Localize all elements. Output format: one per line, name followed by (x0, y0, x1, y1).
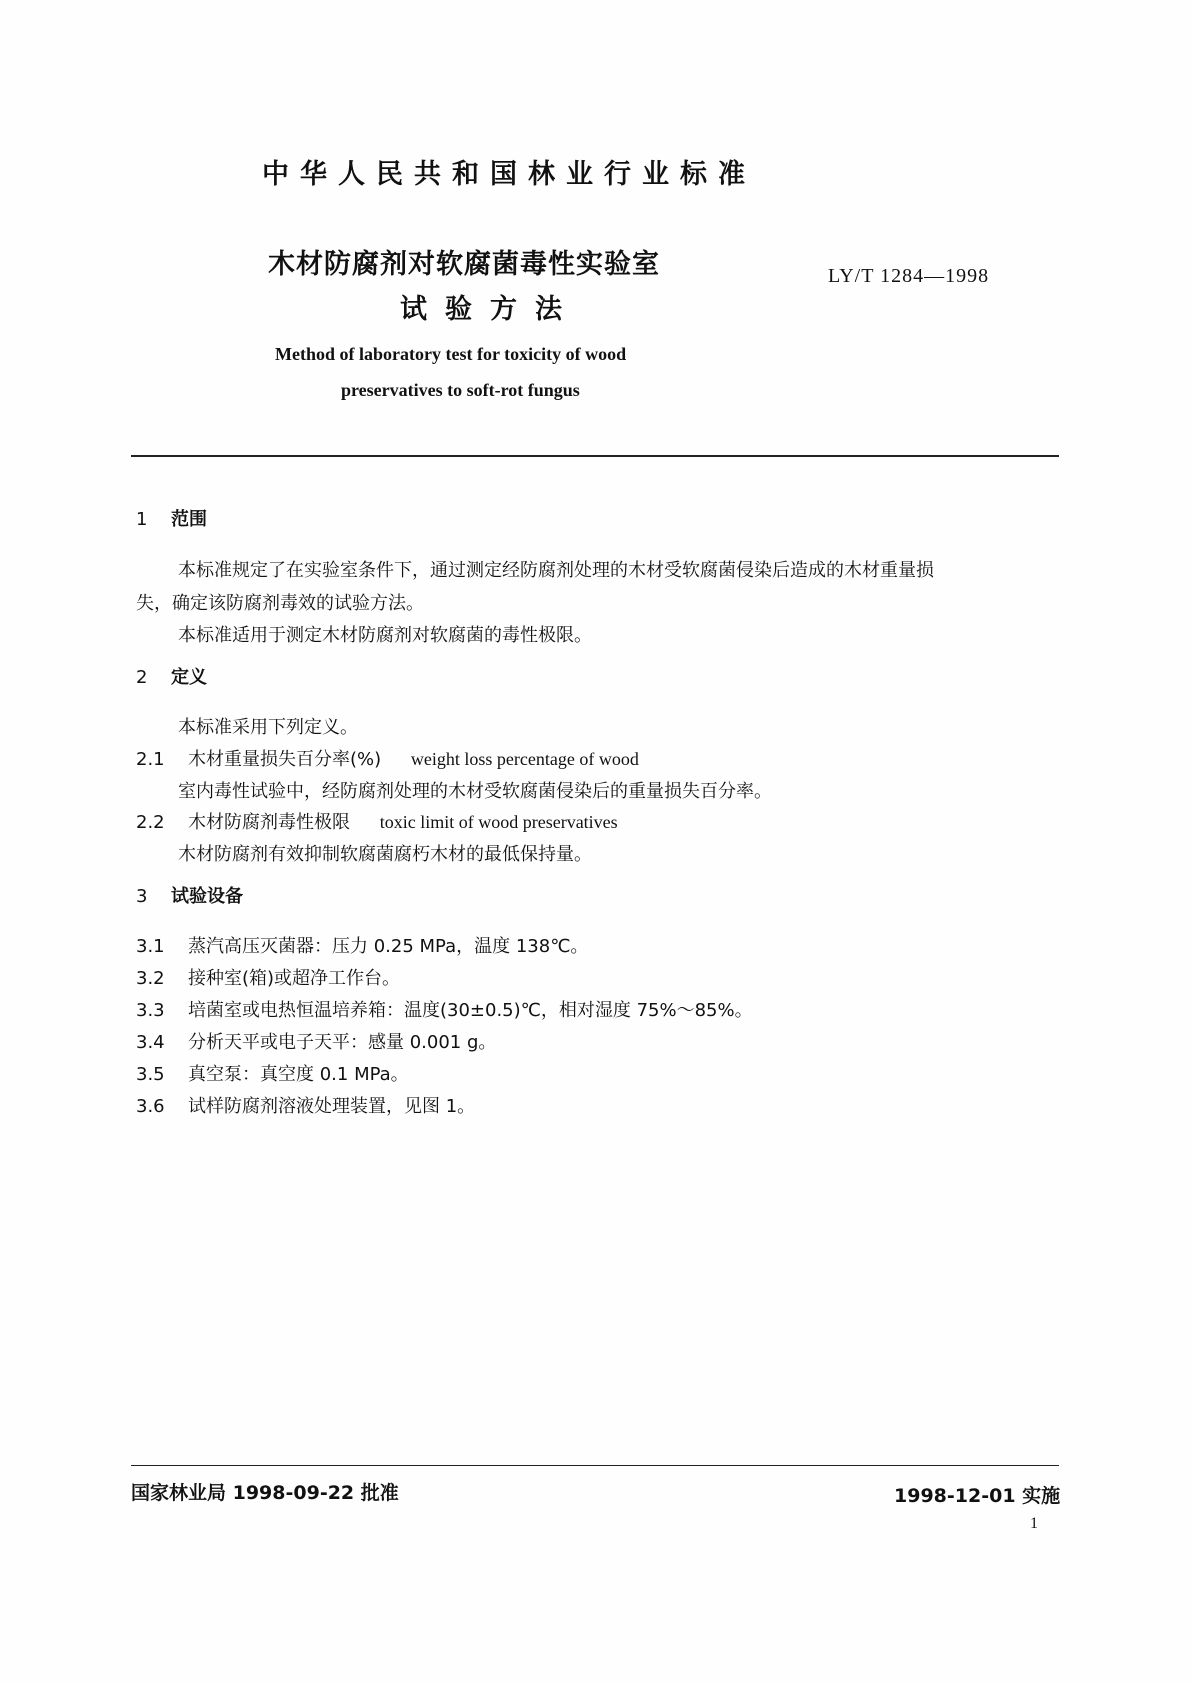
page-number: 1 (1030, 1515, 1038, 1532)
document-title-line2: 试验方法 (400, 294, 580, 325)
equipment-item-number: 3.3 (136, 1000, 165, 1021)
definition-2-2 (136, 808, 618, 834)
equipment-item-number: 3.6 (136, 1096, 165, 1117)
section-1-number: 1 (136, 509, 148, 530)
section-2-title: 定义 (171, 667, 207, 688)
english-title-line2: preservatives to soft-rot fungus (341, 380, 580, 400)
footer-divider (131, 1465, 1059, 1466)
equipment-item (136, 1092, 475, 1118)
standard-title: 中华人民共和国林业行业标准 (262, 159, 756, 190)
equipment-item-number: 3.2 (136, 968, 165, 989)
effective-date: 1998-12-01 实施 (894, 1485, 1061, 1507)
equipment-item (136, 964, 400, 990)
header-divider (131, 455, 1059, 457)
equipment-item-text: 试样防腐剂溶液处理装置，见图 1。 (188, 1096, 476, 1117)
section-2-number: 2 (136, 667, 148, 688)
definition-2-1 (136, 745, 639, 771)
definition-2-2-term: 木材防腐剂毒性极限 (188, 812, 350, 833)
equipment-item-number: 3.1 (136, 936, 165, 957)
equipment-item (136, 932, 588, 958)
english-title-line1: Method of laboratory test for toxicity of wood (275, 344, 627, 364)
definition-2-1-term: 木材重量损失百分率(%) (188, 749, 382, 770)
section-3-heading (136, 882, 243, 908)
section-1-paragraph-2: 本标准适用于测定木材防腐剂对软腐菌的毒性极限。 (178, 625, 592, 646)
definition-2-1-text: 室内毒性试验中，经防腐剂处理的木材受软腐菌侵染后的重量损失百分率。 (178, 781, 772, 802)
section-2-intro: 本标准采用下列定义。 (178, 717, 358, 738)
approval-date: 国家林业局 1998-09-22 批准 (131, 1482, 399, 1504)
section-3-number: 3 (136, 886, 148, 907)
section-1-paragraph-1-line1: 本标准规定了在实验室条件下，通过测定经防腐剂处理的木材受软腐菌侵染后造成的木材重量损 (178, 560, 934, 581)
section-1-paragraph-1-line2: 失，确定该防腐剂毒效的试验方法。 (136, 593, 424, 614)
equipment-item (136, 1028, 496, 1054)
document-title-line1: 木材防腐剂对软腐菌毒性实验室 (268, 249, 660, 280)
definition-2-2-english: toxic limit of wood preservatives (379, 812, 618, 832)
definition-2-1-number: 2.1 (136, 749, 165, 770)
equipment-item-number: 3.5 (136, 1064, 165, 1085)
equipment-item-text: 分析天平或电子天平：感量 0.001 g。 (188, 1032, 497, 1053)
section-3-title: 试验设备 (171, 886, 243, 907)
standard-code: LY/T 1284—1998 (828, 265, 990, 287)
equipment-item (136, 996, 753, 1022)
equipment-item-text: 接种室(箱)或超净工作台。 (188, 968, 401, 989)
equipment-item-text: 蒸汽高压灭菌器：压力 0.25 MPa，温度 138℃。 (188, 936, 589, 957)
section-1-title: 范围 (171, 509, 207, 530)
definition-2-2-text: 木材防腐剂有效抑制软腐菌腐朽木材的最低保持量。 (178, 844, 592, 865)
section-2-heading (136, 663, 207, 689)
section-1-heading (136, 505, 207, 531)
definition-2-2-number: 2.2 (136, 812, 165, 833)
definition-2-1-english: weight loss percentage of wood (410, 749, 639, 769)
equipment-item-number: 3.4 (136, 1032, 165, 1053)
equipment-item (136, 1060, 409, 1086)
equipment-item-text: 真空泵：真空度 0.1 MPa。 (188, 1064, 409, 1085)
equipment-item-text: 培菌室或电热恒温培养箱：温度(30±0.5)℃，相对湿度 75%～85%。 (188, 1000, 753, 1021)
